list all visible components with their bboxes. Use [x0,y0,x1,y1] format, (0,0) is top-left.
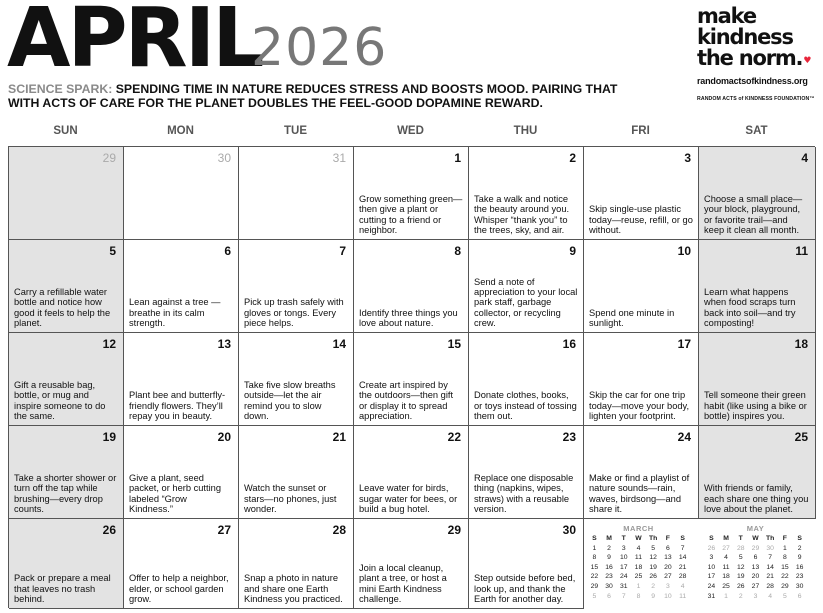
mini-day: 22 [590,573,599,581]
kindness-tip: With friends or family, each share one thing you love about the planet. [704,483,809,514]
mini-day: 27 [722,544,730,552]
day-cell [9,240,124,333]
year-title: 2026 [251,18,388,78]
weekday-3: WED [397,125,424,137]
mini-weekday: S [797,535,802,542]
day-number: 29 [102,151,116,165]
day-cell [239,333,354,426]
day-cell [354,519,469,609]
day-cell [469,240,584,333]
mini-weekday: M [723,535,729,542]
kindness-tip: Plant bee and butterfly-friendly flowers. They’ll repay you in beauty. [129,390,226,421]
mini-day: 9 [797,554,802,562]
day-number: 1 [454,151,461,165]
mini-day: 10 [619,554,628,562]
mini-day: 21 [766,573,774,581]
day-number: 23 [562,430,576,444]
weekday-5: FRI [631,125,650,137]
day-cell [699,333,816,426]
mini-day: 21 [678,563,687,571]
day-cell [469,426,584,519]
mini-weekday: F [782,535,787,542]
mini-weekday: Th [766,535,775,542]
kindness-tip: Carry a refillable water bottle and notice how good it feels to help the planet. [14,287,111,328]
mini-day: 8 [636,592,641,600]
day-number: 30 [217,151,231,165]
mini-day: 2 [797,544,802,552]
day-cell [354,240,469,333]
weekday-6: SAT [745,125,768,137]
mini-day: 4 [768,592,773,600]
day-number: 26 [102,523,116,537]
mini-day: 30 [605,582,613,590]
kindness-tip: Learn what happens when food scraps turn back into soil—and try composting! [704,287,796,328]
mini-day: 30 [766,544,774,552]
logo-line-3 [697,48,815,72]
mini-day: 23 [605,573,613,581]
mini-day: 9 [651,592,656,600]
mini-day: 6 [607,592,611,600]
make-kindness-logo [697,4,815,102]
mini-weekday: M [606,535,612,542]
day-cell [9,147,124,240]
weekday-4: THU [513,125,538,137]
mini-day: 31 [707,592,716,600]
mini-day: 24 [619,573,628,581]
kindness-tip: Offer to help a neighbor, elder, or school garden grow. [129,573,229,604]
day-cell [124,426,239,519]
mini-day: 5 [782,592,787,600]
mini-day: 5 [651,544,656,552]
day-number: 9 [569,244,576,258]
kindness-tip: Identify three things you love about nature. [359,307,458,328]
mini-day: 26 [736,582,745,590]
kindness-tip: Lean against a tree — breathe in its calm strength. [129,297,221,328]
mini-day: 10 [707,563,716,571]
mini-day: 25 [634,573,643,581]
mini-weekday: T [621,535,626,542]
day-cell [354,426,469,519]
foundation-name: RANDOM ACTS of KINDNESS FOUNDATION™ [697,96,815,102]
mini-calendar-title: MAY [746,524,765,533]
weekday-2: TUE [284,125,307,137]
mini-day: 29 [781,582,789,590]
mini-day: 8 [592,554,597,562]
day-cell [239,519,354,609]
mini-day: 11 [722,563,730,571]
kindness-tip: Spend one minute in sunlight. [589,307,675,328]
day-number: 27 [217,523,231,537]
day-cell [469,147,584,240]
day-cell [584,426,699,519]
mini-calendar-title: MARCH [623,524,654,533]
day-number: 20 [217,430,231,444]
day-number: 16 [562,337,576,351]
kindness-tip: Make or find a playlist of nature sounds—rain, waves, birdsong—and share it. [589,473,690,514]
logo-line-3-text: the norm. [697,46,803,70]
mini-day: 28 [736,544,745,552]
mini-day: 20 [664,563,672,571]
day-cell [9,426,124,519]
mini-day: 26 [707,544,716,552]
day-cell [584,240,699,333]
month-title: APRIL [7,0,262,86]
mini-day: 3 [621,544,626,552]
day-number: 22 [447,430,461,444]
weekday-header-row [8,125,815,139]
mini-day: 11 [634,554,642,562]
kindness-tip: Pick up trash safely with gloves or tongs. Every piece helps. [244,297,344,328]
mini-day: 18 [722,573,730,581]
mini-weekday: W [752,535,759,542]
mini-day: 1 [592,544,597,552]
weekday-1: MON [167,125,194,137]
mini-calendar-march [587,524,690,601]
mini-day: 22 [781,573,789,581]
mini-day: 29 [590,582,599,590]
mini-day: 16 [795,563,804,571]
mini-day: 5 [738,554,743,562]
mini-day: 27 [751,582,760,590]
mini-day: 2 [651,582,656,590]
mini-day: 3 [665,582,670,590]
day-number: 13 [217,337,231,351]
day-cell [124,240,239,333]
day-number: 21 [332,430,346,444]
mini-day: 15 [590,563,599,571]
mini-day: 24 [707,582,716,590]
mini-day: 20 [751,573,760,581]
day-number: 5 [109,244,116,258]
day-number: 25 [794,430,808,444]
day-number: 18 [794,337,808,351]
mini-day: 7 [768,554,773,562]
day-cell [354,333,469,426]
day-number: 30 [562,523,576,537]
day-cell [354,147,469,240]
mini-day: 1 [782,544,787,552]
mini-day: 26 [649,573,657,581]
weekday-0: SUN [53,125,78,137]
day-cell [124,333,239,426]
kindness-tip: Grow something green—then give a plant or cutting to a friend or neighbor. [359,194,463,235]
day-number: 7 [339,244,346,258]
kindness-tip: Take a shorter shower or turn off the tap while brushing—every drop counts. [14,473,117,514]
mini-day: 17 [619,563,628,571]
kindness-tip: Join a local cleanup, plant a tree, or host a mini Earth Kindness challenge. [359,563,447,604]
mini-weekday: Th [649,535,658,542]
mini-weekday: S [592,535,597,542]
day-cell [9,519,124,609]
mini-day: 11 [679,592,687,600]
mini-day: 4 [680,582,685,590]
logo-url: randomactsofkindness.org [697,76,808,86]
day-number: 6 [224,244,231,258]
day-number: 28 [332,523,346,537]
day-number: 31 [332,151,346,165]
mini-day: 4 [636,544,641,552]
logo-line-1: make [697,4,756,28]
science-spark-text: SPENDING TIME IN NATURE REDUCES STRESS AND BOOSTS MOOD. PAIRING THAT WITH ACTS OF CARE FOR THE PLANET DOUBLES THE FEEL-GOOD DOPAMINE REWARD. [8,82,618,110]
day-cell [239,426,354,519]
mini-day: 23 [795,573,804,581]
day-number: 19 [102,430,116,444]
day-cell [124,147,239,240]
calendar-grid [8,146,815,608]
mini-day: 17 [707,573,716,581]
mini-day: 8 [782,554,787,562]
mini-day: 1 [636,582,641,590]
day-number: 4 [801,151,808,165]
kindness-tip: Tell someone their green habit (like using a bike or bottle) inspires you. [704,390,807,421]
mini-day: 12 [649,554,657,562]
mini-day: 6 [797,592,802,600]
day-cell [699,426,816,519]
mini-day: 30 [795,582,804,590]
kindness-tip: Skip the car for one trip today—move your body, lighten your footprint. [589,390,690,421]
mini-weekday: S [709,535,714,542]
mini-day: 19 [649,563,657,571]
mini-day: 18 [634,563,643,571]
mini-day: 13 [664,554,672,562]
day-number: 14 [332,337,346,351]
mini-day: 9 [607,554,611,562]
mini-day: 19 [736,573,745,581]
day-number: 17 [677,337,691,351]
day-number: 11 [795,244,808,258]
mini-day: 25 [722,582,730,590]
mini-day: 3 [709,554,714,562]
mini-day: 29 [751,544,760,552]
mini-day: 13 [751,563,760,571]
day-number: 29 [447,523,461,537]
mini-day: 6 [753,554,758,562]
mini-day: 7 [680,544,685,552]
mini-day: 1 [724,592,728,600]
day-cell [124,519,239,609]
mini-day: 14 [766,563,774,571]
kindness-tip: Take a walk and notice the beauty around you. Whisper “thank you” to the trees, sky, and air. [474,194,570,235]
mini-day: 3 [753,592,758,600]
kindness-tip: Gift a reusable bag, bottle, or mug and inspire someone to do the same. [14,380,106,421]
day-cell [699,240,816,333]
mini-weekday: F [665,535,670,542]
mini-day: 2 [607,544,611,552]
day-cell [239,240,354,333]
science-spark [8,82,648,110]
kindness-tip: Take five slow breaths outside—let the air remind you to slow down. [244,380,336,421]
logo-line-2: kindness [697,25,793,49]
mini-day: 16 [605,563,613,571]
day-number: 3 [684,151,691,165]
kindness-tip: Snap a photo in nature and share one Earth Kindness you practiced. [244,573,343,604]
mini-weekday: W [635,535,642,542]
mini-day: 28 [678,573,687,581]
mini-day: 15 [781,563,789,571]
mini-calendar-may [704,524,807,601]
mini-day: 28 [766,582,774,590]
kindness-tip: Step outside before bed, look up, and thank the Earth for another day. [474,573,576,604]
heart-icon: ♥ [803,56,811,66]
day-cell [469,519,584,609]
mini-weekday: T [738,535,743,542]
kindness-tip: Donate clothes, books, or toys instead of tossing them out. [474,390,577,421]
day-cell [469,333,584,426]
day-number: 24 [677,430,691,444]
day-cell [584,333,699,426]
kindness-tip: Send a note of appreciation to your local park staff, garbage collector, or recycling crew. [474,276,578,328]
mini-weekday: S [680,535,685,542]
kindness-tip: Create art inspired by the outdoors—then gift or display it to spread appreciation. [359,380,454,421]
day-cell [239,147,354,240]
mini-day: 2 [738,592,743,600]
kindness-tip: Watch the sunset or stars—no phones, just wonder. [244,483,337,514]
kindness-tip: Replace one disposable thing (napkins, wipes, straws) with a reusable version. [474,473,574,514]
kindness-tip: Give a plant, seed packet, or herb cutting labeled “Grow Kindness.” [129,473,221,514]
mini-day: 5 [592,592,597,600]
day-number: 2 [569,151,576,165]
kindness-tip: Leave water for birds, sugar water for bees, or build a bug hotel. [359,483,458,514]
mini-day: 14 [678,554,687,562]
science-spark-label: SCIENCE SPARK: [8,82,113,96]
day-cell [584,147,699,240]
mini-day: 12 [736,563,745,571]
mini-day: 7 [621,592,626,600]
mini-day: 6 [665,544,670,552]
day-number: 12 [102,337,116,351]
day-number: 8 [454,244,461,258]
kindness-tip: Pack or prepare a meal that leaves no trash behind. [14,573,111,604]
mini-day: 10 [664,592,672,600]
kindness-tip: Skip single-use plastic today—reuse, refill, or go without. [589,204,693,235]
day-cell [9,333,124,426]
mini-day: 27 [664,573,672,581]
day-number: 10 [677,244,691,258]
mini-day: 4 [724,554,728,562]
mini-day: 31 [619,582,628,590]
kindness-tip: Choose a small place—your block, playground, or favorite trail—and keep it clean all month. [704,194,803,235]
day-number: 15 [447,337,461,351]
day-cell [699,147,816,240]
